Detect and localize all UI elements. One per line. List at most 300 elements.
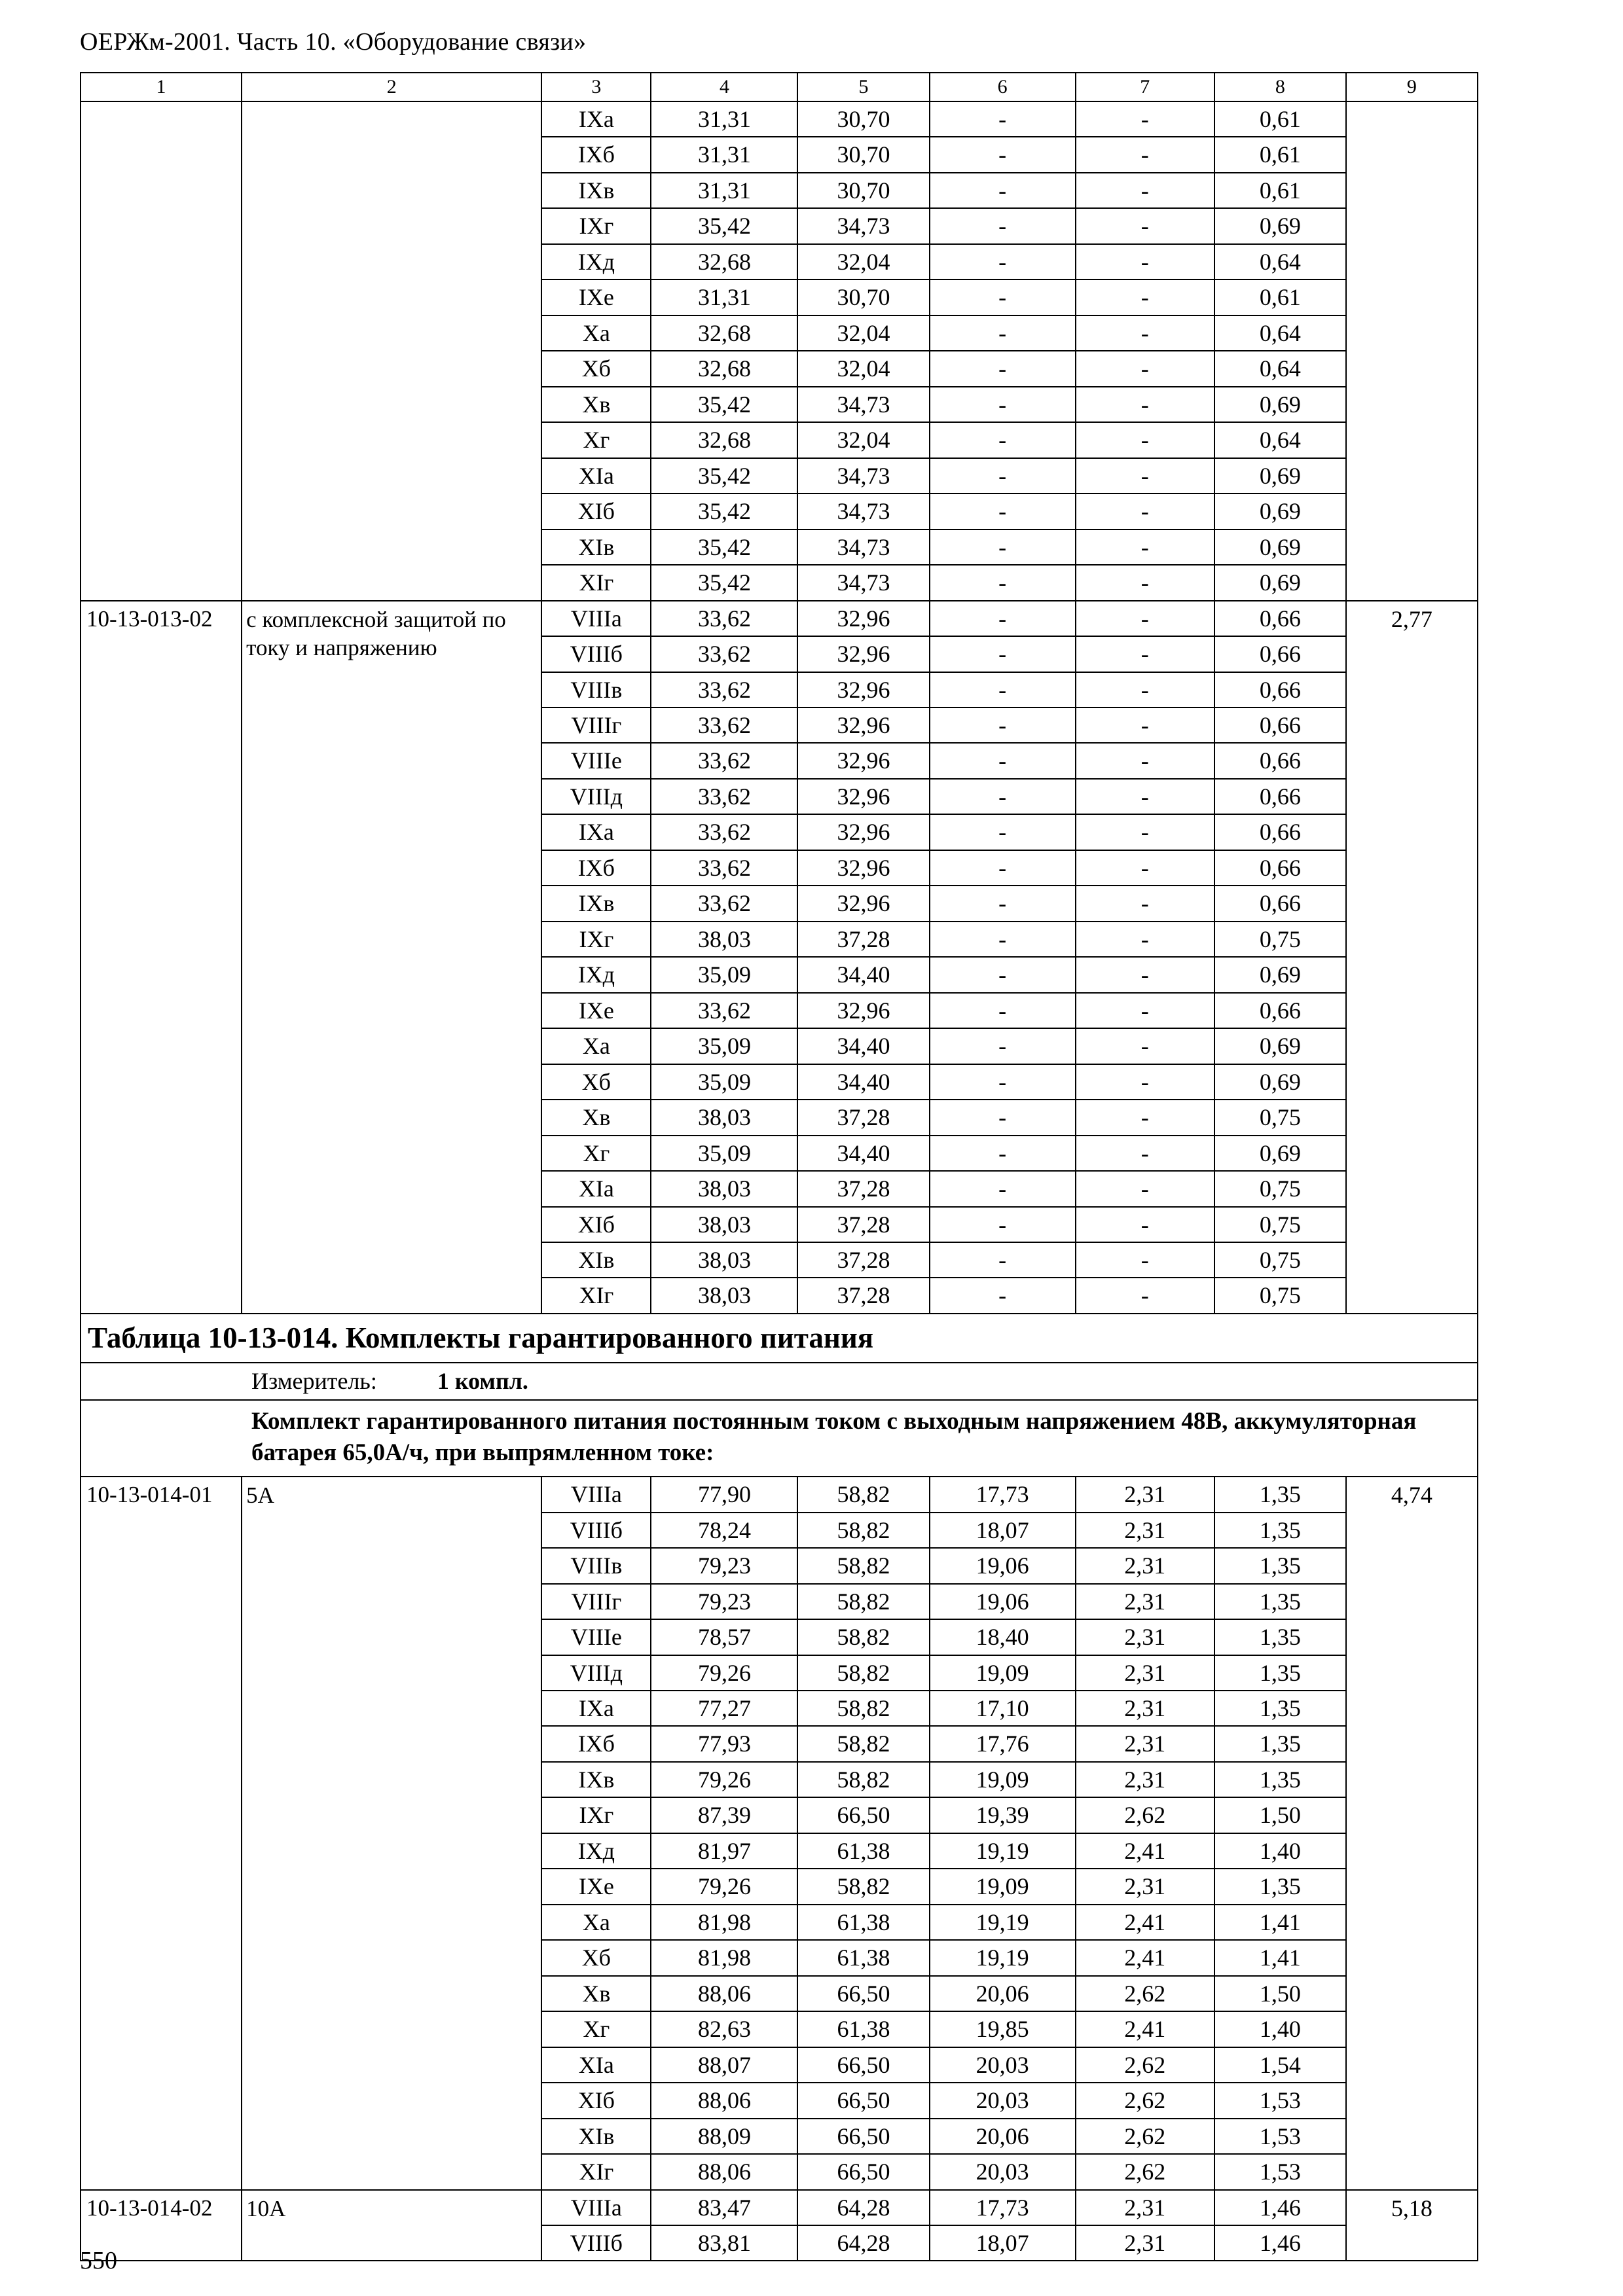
- table-body: [81, 101, 1478, 2261]
- value-cell: 0,61: [1214, 173, 1346, 208]
- value-cell: -: [1076, 101, 1214, 137]
- value-cell: -: [930, 1278, 1076, 1313]
- value-cell: -: [930, 244, 1076, 279]
- column-header: 4: [651, 73, 797, 101]
- zone-cell: Xа: [541, 315, 651, 351]
- value-cell: 38,03: [651, 1171, 797, 1206]
- value-cell: 1,53: [1214, 2083, 1346, 2118]
- value-cell: 2,62: [1076, 1976, 1214, 2011]
- value-cell: -: [1076, 137, 1214, 172]
- value-cell: -: [930, 351, 1076, 386]
- table-row: [81, 601, 1478, 636]
- value-cell: 78,24: [651, 1513, 797, 1548]
- value-cell: 33,62: [651, 886, 797, 921]
- zone-cell: IXд: [541, 244, 651, 279]
- value-cell: 20,06: [930, 2119, 1076, 2154]
- value-cell: -: [930, 636, 1076, 672]
- zone-cell: Xб: [541, 1064, 651, 1100]
- value-cell: 0,66: [1214, 636, 1346, 672]
- value-cell: 83,47: [651, 2190, 797, 2225]
- value-cell: 19,09: [930, 1655, 1076, 1691]
- value-cell: -: [1076, 1064, 1214, 1100]
- value-cell: 81,98: [651, 1940, 797, 1975]
- value-cell: 66,50: [797, 1797, 929, 1833]
- value-cell: 18,07: [930, 2225, 1076, 2261]
- value-cell: 78,57: [651, 1619, 797, 1655]
- value-cell: 35,42: [651, 565, 797, 600]
- zone-cell: VIIIд: [541, 1655, 651, 1691]
- value-cell: 61,38: [797, 1833, 929, 1869]
- value-cell: 20,03: [930, 2154, 1076, 2189]
- value-cell: -: [1076, 1028, 1214, 1064]
- value-cell: -: [1076, 708, 1214, 743]
- value-cell: -: [1076, 1207, 1214, 1242]
- value-cell: 79,26: [651, 1869, 797, 1904]
- value-cell: 88,09: [651, 2119, 797, 2154]
- value-cell: -: [930, 208, 1076, 243]
- value-cell: -: [930, 779, 1076, 814]
- value-cell: 17,76: [930, 1726, 1076, 1761]
- value-cell: -: [1076, 493, 1214, 529]
- value-cell: 58,82: [797, 1513, 929, 1548]
- value-cell: -: [930, 957, 1076, 992]
- value-cell: 32,96: [797, 743, 929, 778]
- code-cell: [81, 101, 242, 601]
- value-cell: 2,41: [1076, 1940, 1214, 1975]
- value-cell: 38,03: [651, 1242, 797, 1278]
- zone-cell: XIб: [541, 493, 651, 529]
- value-cell: 19,06: [930, 1548, 1076, 1583]
- value-cell: 33,62: [651, 708, 797, 743]
- value-cell: 0,61: [1214, 279, 1346, 315]
- zone-cell: Xв: [541, 387, 651, 422]
- value-cell: 32,04: [797, 422, 929, 457]
- value-cell: 79,23: [651, 1548, 797, 1583]
- value-cell: 0,66: [1214, 993, 1346, 1028]
- value-cell: -: [930, 1207, 1076, 1242]
- code-cell: 10-13-014-02: [81, 2190, 242, 2261]
- value-cell: 35,09: [651, 1064, 797, 1100]
- zone-cell: Xг: [541, 1136, 651, 1171]
- value-cell: 33,62: [651, 779, 797, 814]
- value-cell: 2,62: [1076, 2119, 1214, 2154]
- value-cell: 32,96: [797, 601, 929, 636]
- value-cell: -: [930, 565, 1076, 600]
- value-cell: 88,07: [651, 2047, 797, 2083]
- value-cell: 19,09: [930, 1869, 1076, 1904]
- value-cell: -: [930, 387, 1076, 422]
- value-cell: 2,31: [1076, 1513, 1214, 1548]
- value-cell: 0,75: [1214, 1207, 1346, 1242]
- value-cell: 37,28: [797, 1171, 929, 1206]
- value-cell: 2,31: [1076, 2225, 1214, 2261]
- value-cell: -: [1076, 1278, 1214, 1313]
- zone-cell: XIг: [541, 565, 651, 600]
- value-cell: 0,75: [1214, 1278, 1346, 1313]
- value-cell: 32,96: [797, 636, 929, 672]
- column-header: 8: [1214, 73, 1346, 101]
- value-cell: 1,53: [1214, 2119, 1346, 2154]
- value-cell: -: [930, 708, 1076, 743]
- value-cell: 2,31: [1076, 1548, 1214, 1583]
- table-row: [81, 2190, 1478, 2225]
- value-cell: 88,06: [651, 2154, 797, 2189]
- value-cell: -: [930, 173, 1076, 208]
- column-header: 6: [930, 73, 1076, 101]
- value-cell: -: [1076, 422, 1214, 457]
- value-cell: -: [1076, 1136, 1214, 1171]
- value-cell: 66,50: [797, 2154, 929, 2189]
- value-cell: 1,35: [1214, 1513, 1346, 1548]
- value-cell: 32,96: [797, 886, 929, 921]
- value-cell: 61,38: [797, 1940, 929, 1975]
- value-cell: 66,50: [797, 1976, 929, 2011]
- value-cell: 79,26: [651, 1655, 797, 1691]
- value-cell: 32,04: [797, 315, 929, 351]
- value-cell: 34,40: [797, 1136, 929, 1171]
- value-cell: 0,66: [1214, 672, 1346, 708]
- value-cell: 58,82: [797, 1548, 929, 1583]
- value-cell: -: [1076, 814, 1214, 850]
- value-cell: 33,62: [651, 850, 797, 886]
- value-cell: 32,96: [797, 850, 929, 886]
- value-cell: 19,19: [930, 1905, 1076, 1940]
- total-cell: [1346, 101, 1478, 601]
- value-cell: 20,03: [930, 2083, 1076, 2118]
- value-cell: 0,75: [1214, 1242, 1346, 1278]
- value-cell: 1,35: [1214, 1584, 1346, 1619]
- value-cell: 33,62: [651, 636, 797, 672]
- value-cell: 0,66: [1214, 708, 1346, 743]
- value-cell: 0,64: [1214, 351, 1346, 386]
- value-cell: 82,63: [651, 2011, 797, 2047]
- zone-cell: IXб: [541, 1726, 651, 1761]
- value-cell: 77,90: [651, 1477, 797, 1512]
- value-cell: 33,62: [651, 601, 797, 636]
- value-cell: 30,70: [797, 101, 929, 137]
- value-cell: 66,50: [797, 2047, 929, 2083]
- total-cell: 4,74: [1346, 1477, 1478, 2189]
- value-cell: -: [1076, 672, 1214, 708]
- zone-cell: Xа: [541, 1028, 651, 1064]
- column-header-row: [81, 73, 1478, 101]
- value-cell: 30,70: [797, 173, 929, 208]
- zone-cell: XIв: [541, 1242, 651, 1278]
- column-header: 2: [242, 73, 541, 101]
- value-cell: 1,50: [1214, 1976, 1346, 2011]
- value-cell: 64,28: [797, 2190, 929, 2225]
- value-cell: 19,19: [930, 1940, 1076, 1975]
- value-cell: 2,31: [1076, 1655, 1214, 1691]
- value-cell: 88,06: [651, 2083, 797, 2118]
- value-cell: -: [1076, 458, 1214, 493]
- description-cell: 10А: [242, 2190, 541, 2261]
- zone-cell: VIIIв: [541, 1548, 651, 1583]
- column-header: 1: [81, 73, 242, 101]
- value-cell: 37,28: [797, 1100, 929, 1135]
- zone-cell: XIа: [541, 458, 651, 493]
- value-cell: 33,62: [651, 993, 797, 1028]
- value-cell: -: [930, 672, 1076, 708]
- value-cell: 32,68: [651, 422, 797, 457]
- value-cell: 34,40: [797, 1028, 929, 1064]
- value-cell: 34,40: [797, 1064, 929, 1100]
- value-cell: 34,40: [797, 957, 929, 992]
- value-cell: 61,38: [797, 1905, 929, 1940]
- value-cell: 0,64: [1214, 244, 1346, 279]
- value-cell: 20,03: [930, 2047, 1076, 2083]
- value-cell: -: [930, 1171, 1076, 1206]
- value-cell: 32,68: [651, 244, 797, 279]
- value-cell: 77,93: [651, 1726, 797, 1761]
- zone-cell: VIIIб: [541, 636, 651, 672]
- zone-cell: VIIIа: [541, 601, 651, 636]
- value-cell: -: [1076, 1242, 1214, 1278]
- zone-cell: VIIIг: [541, 708, 651, 743]
- value-cell: 0,66: [1214, 601, 1346, 636]
- zone-cell: IXд: [541, 957, 651, 992]
- value-cell: -: [930, 886, 1076, 921]
- value-cell: 58,82: [797, 1869, 929, 1904]
- table-title: Таблица 10-13-014. Комплекты гарантированного питания: [81, 1314, 1478, 1363]
- value-cell: 19,19: [930, 1833, 1076, 1869]
- value-cell: 19,06: [930, 1584, 1076, 1619]
- value-cell: 38,03: [651, 922, 797, 957]
- value-cell: 1,35: [1214, 1655, 1346, 1691]
- value-cell: 0,69: [1214, 1136, 1346, 1171]
- value-cell: -: [930, 1064, 1076, 1100]
- value-cell: -: [1076, 1100, 1214, 1135]
- value-cell: 30,70: [797, 137, 929, 172]
- value-cell: 79,26: [651, 1762, 797, 1797]
- value-cell: 0,66: [1214, 814, 1346, 850]
- value-cell: -: [1076, 886, 1214, 921]
- value-cell: 58,82: [797, 1691, 929, 1726]
- norms-table: [80, 72, 1478, 2261]
- value-cell: 37,28: [797, 1278, 929, 1313]
- zone-cell: Xг: [541, 2011, 651, 2047]
- value-cell: 2,41: [1076, 1905, 1214, 1940]
- value-cell: 0,69: [1214, 957, 1346, 992]
- value-cell: -: [930, 743, 1076, 778]
- value-cell: -: [1076, 1171, 1214, 1206]
- value-cell: 2,31: [1076, 1869, 1214, 1904]
- value-cell: 35,42: [651, 387, 797, 422]
- value-cell: -: [1076, 601, 1214, 636]
- document-header: ОЕРЖм-2001. Часть 10. «Оборудование связи»: [80, 28, 587, 56]
- zone-cell: IXе: [541, 993, 651, 1028]
- value-cell: 1,35: [1214, 1869, 1346, 1904]
- value-cell: 35,09: [651, 1136, 797, 1171]
- value-cell: 0,69: [1214, 458, 1346, 493]
- value-cell: 0,69: [1214, 529, 1346, 565]
- value-cell: 58,82: [797, 1655, 929, 1691]
- value-cell: 32,68: [651, 315, 797, 351]
- value-cell: 32,04: [797, 351, 929, 386]
- value-cell: 1,46: [1214, 2190, 1346, 2225]
- value-cell: 1,40: [1214, 2011, 1346, 2047]
- zone-cell: VIIIа: [541, 1477, 651, 1512]
- value-cell: 0,69: [1214, 493, 1346, 529]
- value-cell: 34,73: [797, 493, 929, 529]
- value-cell: -: [1076, 743, 1214, 778]
- zone-cell: XIб: [541, 2083, 651, 2118]
- value-cell: 61,38: [797, 2011, 929, 2047]
- column-header: 3: [541, 73, 651, 101]
- value-cell: -: [1076, 387, 1214, 422]
- note-row: [81, 1400, 1478, 1477]
- zone-cell: Xг: [541, 422, 651, 457]
- value-cell: 58,82: [797, 1477, 929, 1512]
- value-cell: -: [1076, 529, 1214, 565]
- value-cell: 83,81: [651, 2225, 797, 2261]
- value-cell: 33,62: [651, 743, 797, 778]
- column-header: 5: [797, 73, 929, 101]
- zone-cell: Xв: [541, 1976, 651, 2011]
- value-cell: 32,96: [797, 779, 929, 814]
- value-cell: 0,66: [1214, 779, 1346, 814]
- value-cell: 2,62: [1076, 2047, 1214, 2083]
- value-cell: 0,66: [1214, 886, 1346, 921]
- zone-cell: IXа: [541, 101, 651, 137]
- value-cell: 0,66: [1214, 850, 1346, 886]
- measure-row: [81, 1363, 1478, 1399]
- value-cell: 38,03: [651, 1100, 797, 1135]
- value-cell: 1,35: [1214, 1619, 1346, 1655]
- value-cell: 37,28: [797, 1242, 929, 1278]
- value-cell: 77,27: [651, 1691, 797, 1726]
- value-cell: 0,75: [1214, 1171, 1346, 1206]
- zone-cell: IXв: [541, 173, 651, 208]
- value-cell: -: [930, 1100, 1076, 1135]
- value-cell: 88,06: [651, 1976, 797, 2011]
- value-cell: 35,42: [651, 493, 797, 529]
- page-number: 550: [80, 2247, 117, 2274]
- zone-cell: IXа: [541, 1691, 651, 1726]
- value-cell: -: [930, 315, 1076, 351]
- value-cell: 17,10: [930, 1691, 1076, 1726]
- zone-cell: IXе: [541, 1869, 651, 1904]
- value-cell: -: [930, 137, 1076, 172]
- value-cell: 35,42: [651, 208, 797, 243]
- value-cell: 0,69: [1214, 387, 1346, 422]
- value-cell: 32,04: [797, 244, 929, 279]
- value-cell: 34,73: [797, 387, 929, 422]
- value-cell: 1,53: [1214, 2154, 1346, 2189]
- value-cell: 30,70: [797, 279, 929, 315]
- value-cell: 19,09: [930, 1762, 1076, 1797]
- value-cell: 35,42: [651, 529, 797, 565]
- value-cell: 19,85: [930, 2011, 1076, 2047]
- value-cell: 32,68: [651, 351, 797, 386]
- zone-cell: XIб: [541, 1207, 651, 1242]
- value-cell: 1,41: [1214, 1905, 1346, 1940]
- zone-cell: Xб: [541, 1940, 651, 1975]
- zone-cell: IXд: [541, 1833, 651, 1869]
- value-cell: 1,54: [1214, 2047, 1346, 2083]
- value-cell: 2,31: [1076, 1584, 1214, 1619]
- zone-cell: XIа: [541, 2047, 651, 2083]
- value-cell: 1,35: [1214, 1477, 1346, 1512]
- value-cell: 0,61: [1214, 137, 1346, 172]
- value-cell: 34,73: [797, 208, 929, 243]
- description-cell: 5А: [242, 1477, 541, 2189]
- value-cell: 0,64: [1214, 315, 1346, 351]
- value-cell: 34,73: [797, 529, 929, 565]
- zone-cell: IXв: [541, 1762, 651, 1797]
- value-cell: -: [1076, 565, 1214, 600]
- value-cell: 18,07: [930, 1513, 1076, 1548]
- value-cell: 2,41: [1076, 2011, 1214, 2047]
- value-cell: 35,09: [651, 957, 797, 992]
- value-cell: 1,50: [1214, 1797, 1346, 1833]
- description-cell: с комплексной защитой по току и напряжению: [242, 601, 541, 1314]
- value-cell: -: [1076, 993, 1214, 1028]
- value-cell: -: [930, 458, 1076, 493]
- value-cell: 0,75: [1214, 922, 1346, 957]
- column-header: 9: [1346, 73, 1478, 101]
- zone-cell: VIIIб: [541, 1513, 651, 1548]
- value-cell: 18,40: [930, 1619, 1076, 1655]
- zone-cell: VIIIе: [541, 1619, 651, 1655]
- value-cell: 17,73: [930, 2190, 1076, 2225]
- zone-cell: VIIIг: [541, 1584, 651, 1619]
- value-cell: 81,98: [651, 1905, 797, 1940]
- value-cell: 2,31: [1076, 1619, 1214, 1655]
- value-cell: 79,23: [651, 1584, 797, 1619]
- value-cell: -: [930, 1136, 1076, 1171]
- value-cell: -: [930, 850, 1076, 886]
- value-cell: 38,03: [651, 1207, 797, 1242]
- value-cell: 31,31: [651, 279, 797, 315]
- value-cell: 58,82: [797, 1726, 929, 1761]
- value-cell: 0,69: [1214, 208, 1346, 243]
- value-cell: -: [930, 493, 1076, 529]
- zone-cell: IXа: [541, 814, 651, 850]
- zone-cell: VIIIб: [541, 2225, 651, 2261]
- value-cell: 33,62: [651, 814, 797, 850]
- zone-cell: IXб: [541, 137, 651, 172]
- value-cell: 35,09: [651, 1028, 797, 1064]
- value-cell: 2,62: [1076, 2154, 1214, 2189]
- value-cell: 58,82: [797, 1584, 929, 1619]
- zone-cell: Xа: [541, 1905, 651, 1940]
- value-cell: -: [930, 814, 1076, 850]
- value-cell: 31,31: [651, 137, 797, 172]
- zone-cell: VIIIв: [541, 672, 651, 708]
- code-cell: 10-13-014-01: [81, 1477, 242, 2189]
- zone-cell: XIг: [541, 1278, 651, 1313]
- value-cell: 0,69: [1214, 1064, 1346, 1100]
- value-cell: 1,41: [1214, 1940, 1346, 1975]
- zone-cell: XIг: [541, 2154, 651, 2189]
- value-cell: 1,35: [1214, 1691, 1346, 1726]
- zone-cell: Xв: [541, 1100, 651, 1135]
- value-cell: -: [1076, 244, 1214, 279]
- zone-cell: XIа: [541, 1171, 651, 1206]
- value-cell: 87,39: [651, 1797, 797, 1833]
- value-cell: 31,31: [651, 101, 797, 137]
- value-cell: 35,42: [651, 458, 797, 493]
- value-cell: 2,31: [1076, 1691, 1214, 1726]
- value-cell: -: [930, 101, 1076, 137]
- zone-cell: VIIIа: [541, 2190, 651, 2225]
- zone-cell: IXв: [541, 886, 651, 921]
- value-cell: 0,64: [1214, 422, 1346, 457]
- value-cell: -: [1076, 279, 1214, 315]
- note-cell: Комплект гарантированного питания постоянным током с выходным напряжением 48В, аккумуляторная батарея 65,0А/ч, при выпрямленном токе:: [81, 1400, 1478, 1477]
- value-cell: 0,69: [1214, 1028, 1346, 1064]
